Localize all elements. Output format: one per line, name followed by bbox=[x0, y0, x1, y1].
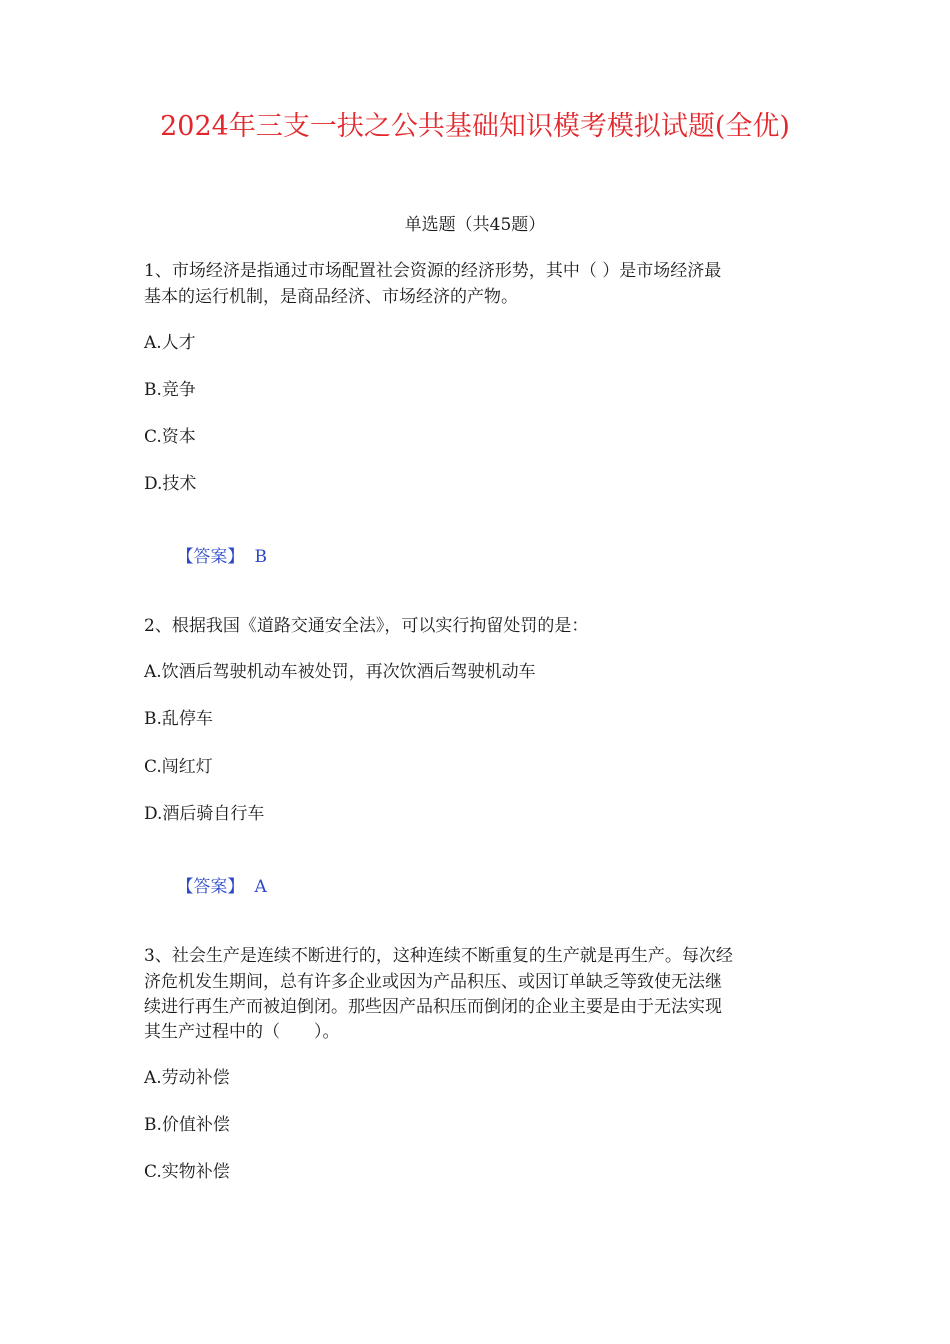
question-3-stem-line-1: 3、社会生产是连续不断进行的，这种连续不断重复的生产就是再生产。每次经 bbox=[144, 946, 733, 966]
question-2-option-b: B.乱停车 bbox=[144, 709, 213, 729]
question-1-option-a: A.人才 bbox=[144, 333, 196, 353]
question-2-option-d: D.酒后骑自行车 bbox=[144, 804, 265, 824]
question-1-option-d: D.技术 bbox=[144, 474, 197, 494]
question-2-option-a: A.饮酒后驾驶机动车被处罚，再次饮酒后驾驶机动车 bbox=[144, 662, 536, 682]
question-3-stem-line-4: 其生产过程中的（ ）。 bbox=[144, 1022, 340, 1042]
question-2-stem-line-1: 2、根据我国《道路交通安全法》，可以实行拘留处罚的是： bbox=[144, 616, 589, 636]
question-1-stem-line-1: 1、市场经济是指通过市场配置社会资源的经济形势，其中（ ）是市场经济最 bbox=[144, 261, 722, 281]
question-1-option-b: B.竞争 bbox=[144, 380, 196, 400]
question-3-stem-line-3: 续进行再生产而被迫倒闭。那些因产品积压而倒闭的企业主要是由于无法实现 bbox=[144, 997, 722, 1017]
answer-label: 【答案】 bbox=[176, 547, 245, 567]
question-2-answer bbox=[144, 848, 824, 926]
question-1-answer bbox=[144, 518, 824, 596]
answer-value: A bbox=[254, 877, 267, 897]
question-1-option-c: C.资本 bbox=[144, 427, 196, 447]
question-3-option-b: B.价值补偿 bbox=[144, 1115, 230, 1135]
answer-label: 【答案】 bbox=[176, 877, 245, 897]
question-3-option-a: A.劳动补偿 bbox=[144, 1068, 230, 1088]
question-2-option-c: C.闯红灯 bbox=[144, 757, 213, 777]
question-3-option-c: C.实物补偿 bbox=[144, 1162, 230, 1182]
question-3-stem-line-2: 济危机发生期间，总有许多企业或因为产品积压、或因订单缺乏等致使无法继 bbox=[144, 972, 722, 992]
answer-value: B bbox=[254, 547, 267, 567]
question-1-stem-line-2: 基本的运行机制，是商品经济、市场经济的产物。 bbox=[144, 287, 518, 307]
section-heading: 单选题（共45题） bbox=[404, 215, 546, 235]
document-title: 2024年三支一扶之公共基础知识模考模拟试题(全优) bbox=[160, 111, 790, 142]
